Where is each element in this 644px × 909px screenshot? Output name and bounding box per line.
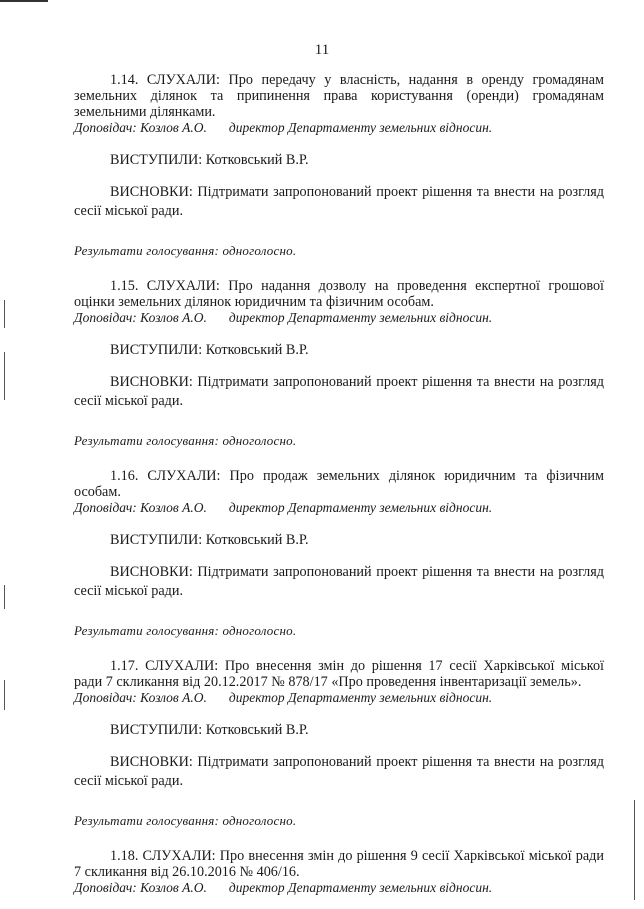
speaker-title: директор Департаменту земельних відносин. [228,880,493,895]
vote-result: Результати голосування: одноголосно. [74,813,297,828]
speaker-title: директор Департаменту земельних відносин. [228,310,493,325]
speaker-line [74,880,604,896]
speaker-label: Доповідач: [74,500,137,515]
agenda-heading: 1.17. СЛУХАЛИ: Про внесення змін до рішення 17 сесії Харківської міської ради 7 скликання від 20.12.2017 № 878/17 «Про проведення інвентаризації земель». [74,658,604,690]
scan-edge-mark [4,352,5,400]
speaker-label: Доповідач: [74,310,137,325]
speaker-title: директор Департаменту земельних відносин. [228,120,493,135]
spoke-line: ВИСТУПИЛИ: Котковський В.Р. [110,532,309,548]
agenda-item [74,72,604,278]
speaker-name: Козлов А.О. [140,120,207,135]
conclusion-text: ВИСНОВКИ: Підтримати запропонований проект рішення та внести на розгляд сесії міської ради. [74,564,604,599]
agenda-heading: 1.14. СЛУХАЛИ: Про передачу у власність, надання в оренду громадянам земельних ділянок та припинення права користування (оренди) громадянам земельними ділянками. [74,72,604,120]
spoke-line: ВИСТУПИЛИ: Котковський В.Р. [110,722,309,738]
agenda-item [74,278,604,468]
speaker-title: директор Департаменту земельних відносин. [228,500,493,515]
scan-edge-mark [4,680,5,710]
spoke-line: ВИСТУПИЛИ: Котковський В.Р. [110,342,309,358]
vote-result: Результати голосування: одноголосно. [74,243,297,258]
speaker-title: директор Департаменту земельних відносин. [228,690,493,705]
page-number: 11 [314,42,330,58]
agenda-item [74,468,604,658]
spoke-line: ВИСТУПИЛИ: Котковський В.Р. [110,152,309,168]
speaker-name: Козлов А.О. [140,310,207,325]
speaker-line [74,120,604,136]
conclusion-text: ВИСНОВКИ: Підтримати запропонований проект рішення та внести на розгляд сесії міської ради. [74,374,604,409]
agenda-heading: 1.18. СЛУХАЛИ: Про внесення змін до рішення 9 сесії Харківської міської ради 7 скликання від 26.10.2016 № 406/16. [74,848,604,880]
speaker-name: Козлов А.О. [140,880,207,895]
speaker-label: Доповідач: [74,120,137,135]
vote-result: Результати голосування: одноголосно. [74,623,297,638]
speaker-label: Доповідач: [74,690,137,705]
speaker-name: Козлов А.О. [140,690,207,705]
speaker-line [74,310,604,326]
agenda-item [74,658,604,848]
minutes-document [74,72,604,896]
vote-result: Результати голосування: одноголосно. [74,433,297,448]
scan-edge-mark [4,300,5,328]
scan-edge-mark [4,585,5,609]
speaker-line [74,690,604,706]
agenda-heading: 1.15. СЛУХАЛИ: Про надання дозволу на проведення експертної грошової оцінки земельних ділянок юридичним та фізичним особам. [74,278,604,310]
speaker-line [74,500,604,516]
speaker-name: Козлов А.О. [140,500,207,515]
agenda-heading: 1.16. СЛУХАЛИ: Про продаж земельних ділянок юридичним та фізичним особам. [74,468,604,500]
speaker-label: Доповідач: [74,880,137,895]
conclusion-text: ВИСНОВКИ: Підтримати запропонований проект рішення та внести на розгляд сесії міської ради. [74,184,604,219]
agenda-item [74,848,604,896]
conclusion-text: ВИСНОВКИ: Підтримати запропонований проект рішення та внести на розгляд сесії міської ради. [74,754,604,789]
scan-edge-mark [0,0,48,2]
scan-edge-mark [634,800,635,900]
